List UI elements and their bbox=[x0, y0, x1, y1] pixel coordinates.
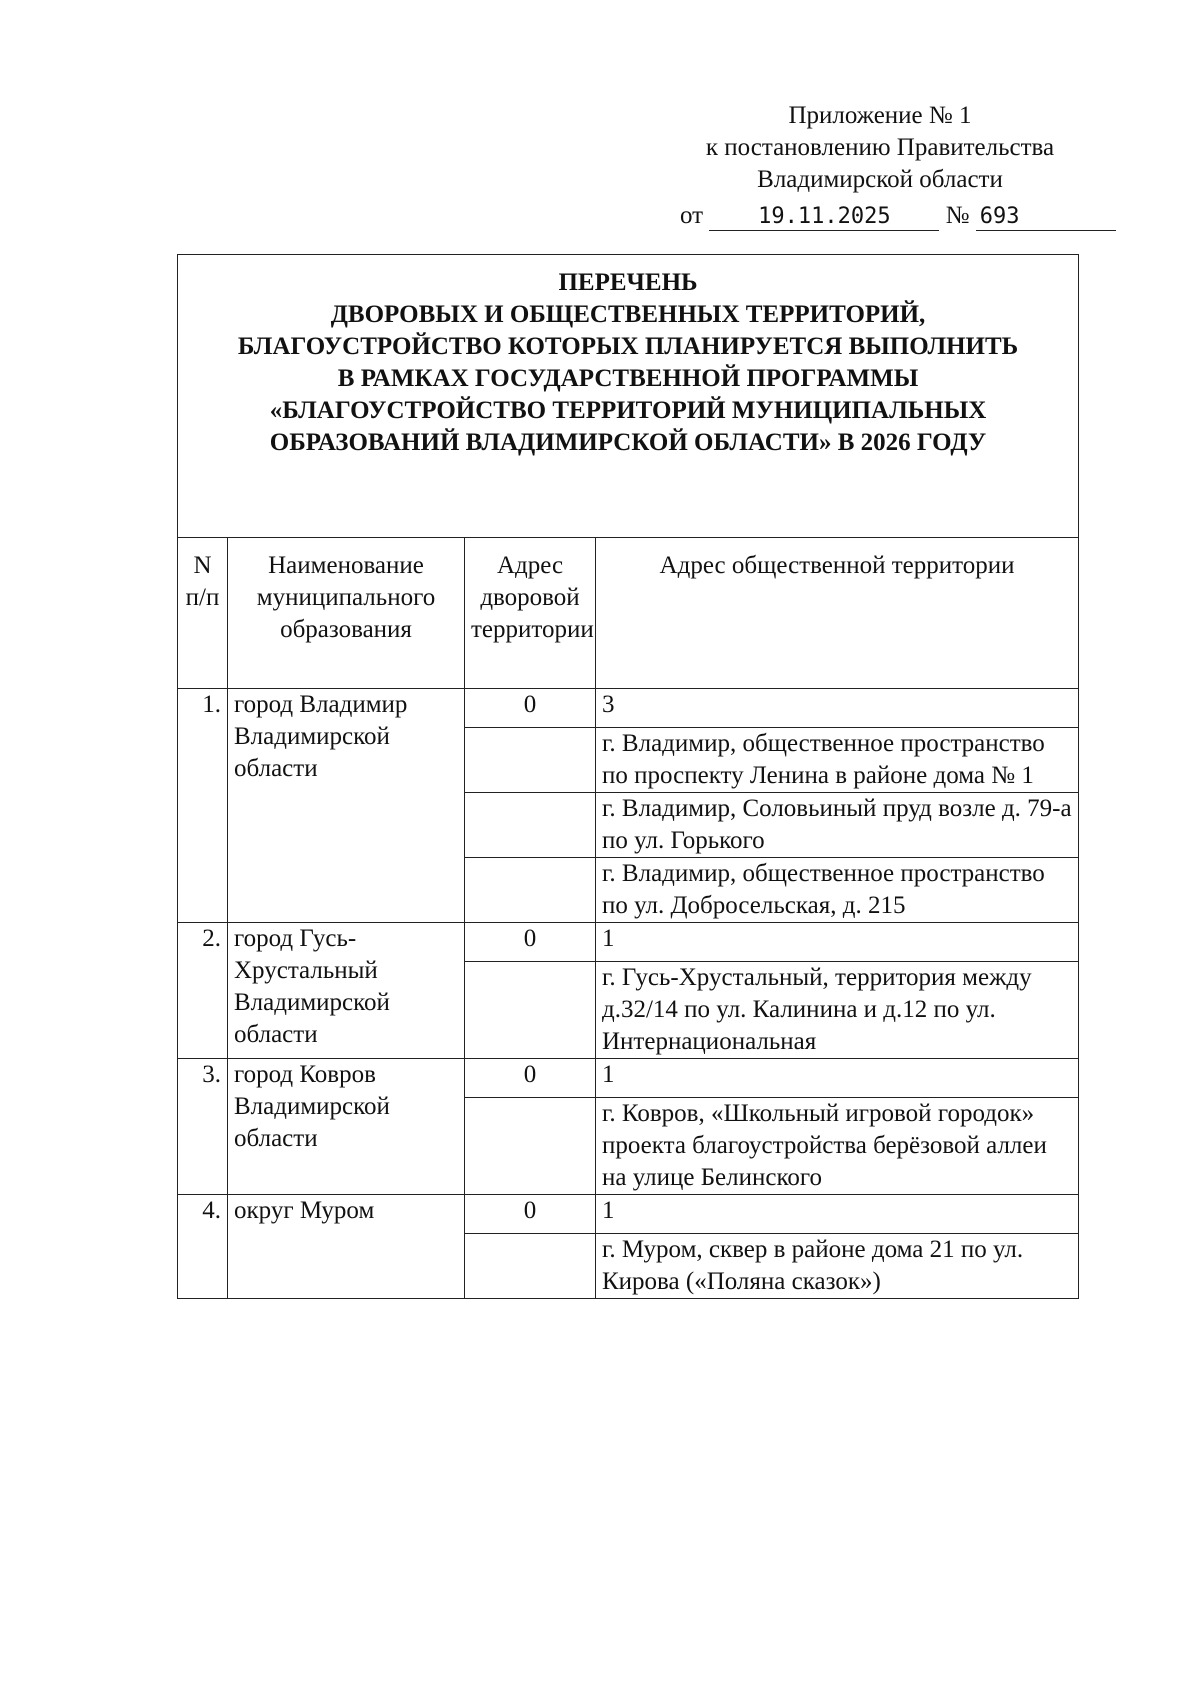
public-territory-count: 1 bbox=[596, 1059, 1079, 1098]
public-territory-count: 3 bbox=[596, 689, 1079, 728]
date-prefix: от bbox=[680, 202, 704, 229]
row-number: 1. bbox=[178, 689, 228, 923]
row-number: 2. bbox=[178, 923, 228, 1059]
yard-territory-count: 0 bbox=[465, 1059, 596, 1098]
yard-territory-count: 0 bbox=[465, 1195, 596, 1234]
public-territory-count: 1 bbox=[596, 923, 1079, 962]
public-territory-address: г. Владимир, Соловьиный пруд возле д. 79-а по ул. Горького bbox=[596, 793, 1079, 858]
yard-address-cell bbox=[465, 858, 596, 923]
table-row bbox=[178, 1059, 1079, 1098]
title-line: ДВОРОВЫХ И ОБЩЕСТВЕННЫХ ТЕРРИТОРИЙ, bbox=[330, 301, 926, 328]
yard-address-cell bbox=[465, 793, 596, 858]
yard-address-cell bbox=[465, 962, 596, 1059]
resolution-date-line bbox=[680, 200, 1120, 232]
row-number: 3. bbox=[178, 1059, 228, 1195]
yard-territory-count: 0 bbox=[465, 923, 596, 962]
appendix-resolution: к постановлению Правительства bbox=[705, 134, 1055, 161]
title-line: «БЛАГОУСТРОЙСТВО ТЕРРИТОРИЙ МУНИЦИПАЛЬНЫХ bbox=[269, 397, 987, 424]
column-header-public: Адрес общественной территории bbox=[596, 538, 1079, 689]
territories-table bbox=[177, 254, 1079, 1299]
public-territory-address: г. Ковров, «Школьный игровой городок» проекта благоустройства берёзовой аллеи на улице Белинского bbox=[596, 1098, 1079, 1195]
municipality-name: город Владимир Владимирской области bbox=[228, 689, 465, 923]
table-row bbox=[178, 923, 1079, 962]
title-line: В РАМКАХ ГОСУДАРСТВЕННОЙ ПРОГРАММЫ bbox=[337, 365, 919, 392]
header-row bbox=[178, 538, 1079, 689]
municipality-name: город Ковров Владимирской области bbox=[228, 1059, 465, 1195]
resolution-number: 693 bbox=[976, 204, 1116, 231]
municipality-name: округ Муром bbox=[228, 1195, 465, 1299]
yard-address-cell bbox=[465, 1098, 596, 1195]
municipality-name: город Гусь-Хрустальный Владимирской области bbox=[228, 923, 465, 1059]
column-header-num: N п/п bbox=[178, 538, 228, 689]
title-line: БЛАГОУСТРОЙСТВО КОТОРЫХ ПЛАНИРУЕТСЯ ВЫПОЛНИТЬ bbox=[237, 333, 1019, 360]
title-row bbox=[178, 255, 1079, 538]
yard-address-cell bbox=[465, 728, 596, 793]
appendix-region: Владимирской области bbox=[757, 166, 1003, 193]
yard-address-cell bbox=[465, 1234, 596, 1299]
public-territory-count: 1 bbox=[596, 1195, 1079, 1234]
table-row bbox=[178, 1195, 1079, 1234]
title-line: ОБРАЗОВАНИЙ ВЛАДИМИРСКОЙ ОБЛАСТИ» В 2026 ГОДУ bbox=[269, 429, 987, 456]
yard-territory-count: 0 bbox=[465, 689, 596, 728]
resolution-date: 19.11.2025 bbox=[709, 204, 939, 231]
column-header-yard: Адрес дворовой территории bbox=[465, 538, 596, 689]
public-territory-address: г. Гусь-Хрустальный, территория между д.32/14 по ул. Калинина и д.12 по ул. Интернациональная bbox=[596, 962, 1079, 1059]
public-territory-address: г. Муром, сквер в районе дома 21 по ул. Кирова («Поляна сказок») bbox=[596, 1234, 1079, 1299]
table-row bbox=[178, 689, 1079, 728]
public-territory-address: г. Владимир, общественное пространство по проспекту Ленина в районе дома № 1 bbox=[596, 728, 1079, 793]
number-prefix: № bbox=[945, 202, 970, 229]
appendix-block bbox=[660, 100, 1100, 196]
title-line: ПЕРЕЧЕНЬ bbox=[558, 269, 698, 296]
row-number: 4. bbox=[178, 1195, 228, 1299]
appendix-title: Приложение № 1 bbox=[788, 102, 972, 129]
document-title bbox=[178, 255, 1079, 538]
column-header-municipality: Наименование муниципального образования bbox=[228, 538, 465, 689]
public-territory-address: г. Владимир, общественное пространство по ул. Добросельская, д. 215 bbox=[596, 858, 1079, 923]
